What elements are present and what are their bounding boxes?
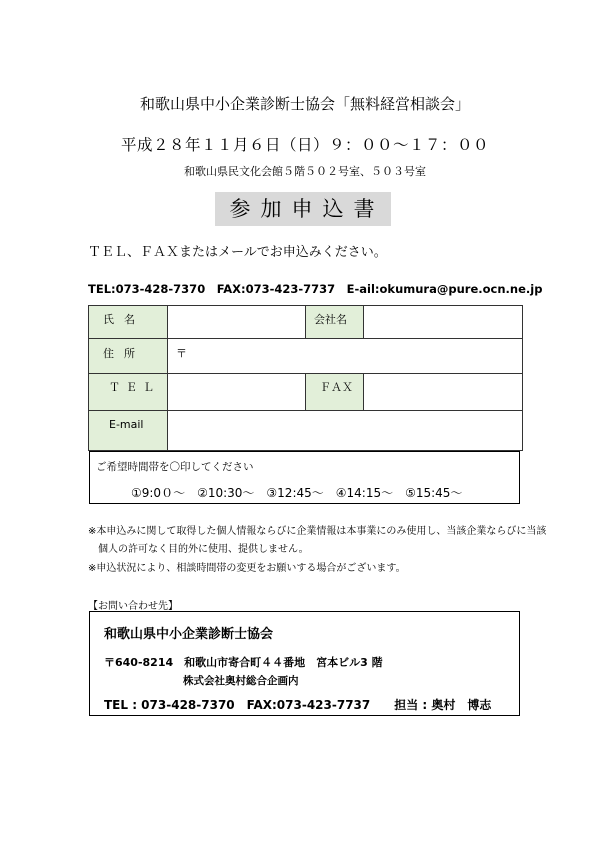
fax-field[interactable] xyxy=(364,374,523,411)
privacy-note: ※本申込みに関して取得した個人情報ならびに企業情報は本事業にのみ使用し、当該企業ならびに当該 xyxy=(88,526,547,537)
name-label: 氏名 xyxy=(89,306,168,339)
instruction-text: ＴＥＬ、ＦＡＸまたはメールでお申込みください。 xyxy=(88,245,387,260)
privacy-note-continued: 個人の許可なく目的外に使用、提供しません。 xyxy=(98,544,309,555)
address-label: 住所 xyxy=(89,339,168,374)
email-label: E-mail xyxy=(89,411,168,451)
organization-address: 〒640-8214 和歌山市寄合町４４番地 宮本ビル3 階 xyxy=(104,656,383,669)
tel-label: ＴＥＬ xyxy=(89,374,168,411)
inquiry-contact-line: TEL : 073-428-7370 FAX:073-423-7737 担当 : 奥村 博志 xyxy=(104,698,492,712)
schedule-change-note: ※申込状況により、相談時間帯の変更をお願いする場合がございます。 xyxy=(88,563,406,574)
address-field[interactable] xyxy=(168,339,523,374)
event-venue: 和歌山県民文化会館５階５０２号室、５０３号室 xyxy=(184,165,426,178)
form-title: 参加申込書 xyxy=(215,192,391,226)
organization-name: 和歌山県中小企業診断士協会 xyxy=(104,627,274,642)
inquiry-label: 【お問い合わせ先】 xyxy=(88,601,178,612)
tel-field[interactable] xyxy=(168,374,306,411)
name-field[interactable] xyxy=(168,306,306,339)
time-slot-prompt: ご希望時間帯を〇印してください xyxy=(96,461,254,473)
inquiry-box xyxy=(89,611,520,716)
contact-line: TEL:073-428-7370 FAX:073-423-7737 E-ail:okumura@pure.ocn.ne.jp xyxy=(88,282,543,296)
event-date: 平成２８年１１月６日（日）９：００～１７：００ xyxy=(120,136,489,154)
page-title: 和歌山県中小企業診断士協会「無料経営相談会」 xyxy=(139,95,470,113)
organization-company: 株式会社奥村総合企画内 xyxy=(183,675,299,687)
company-field[interactable] xyxy=(364,306,523,339)
time-slot-options[interactable]: ①9:0０～ ②10:30～ ③12:45～ ④14:15～ ⑤15:45～ xyxy=(131,486,463,500)
postal-mark: 〒 xyxy=(176,347,187,360)
fax-label: ＦＡＸ xyxy=(306,374,364,411)
application-form-table xyxy=(88,305,523,451)
email-field[interactable] xyxy=(168,411,523,451)
company-label: 会社名 xyxy=(306,306,364,339)
time-slot-box xyxy=(89,451,520,504)
